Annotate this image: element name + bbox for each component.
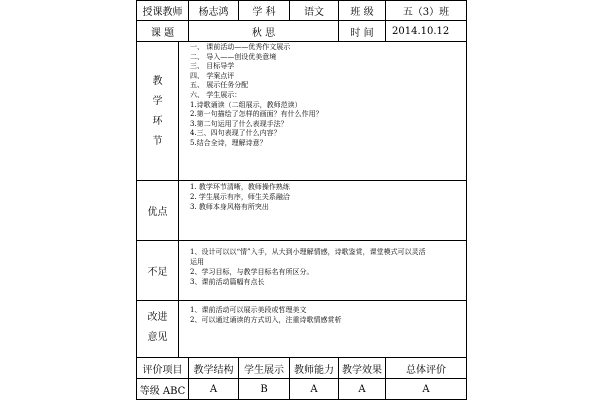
evaluation-column: 教学效果 <box>342 364 382 376</box>
grade-value: B <box>260 383 268 395</box>
list-item: 4.三、四句表现了什么内容？ <box>190 129 281 138</box>
class-value: 五（3）班 <box>402 7 450 18</box>
label-char: 节 <box>152 136 163 147</box>
list-item: 五、 展示任务分配 <box>190 81 249 90</box>
list-item: 1、课前活动可以展示美段或哲理美文 <box>190 306 307 314</box>
teacher-label: 授课教师 <box>142 7 183 18</box>
list-item: 四、 学案点评 <box>190 71 235 80</box>
grid-line <box>466 0 467 400</box>
list-item: 2.第一句描绘了怎样的画面？有什么作用？ <box>190 110 323 119</box>
strengths-list <box>190 182 290 212</box>
evaluation-column: 教师能力 <box>294 364 334 376</box>
list-item: 1. 教学环节清晰，教师操作熟练 <box>190 183 290 191</box>
list-item: 运用 <box>190 258 204 266</box>
time-label: 时 间 <box>350 27 374 39</box>
evaluation-column: 教学结构 <box>193 364 234 376</box>
teacher-name: 杨志鸿 <box>198 7 229 18</box>
list-item: 2、学习目标，与教学目标名有所区分。 <box>190 268 314 276</box>
list-item: 3. 教师本身风格有所突出 <box>190 203 269 211</box>
improvements-list <box>190 305 341 325</box>
subject-label: 学 科 <box>252 7 276 18</box>
list-item: 六、 学生展示： <box>190 90 242 99</box>
grade-value: A <box>310 383 318 395</box>
list-item: 二、 导入——创设优美意境 <box>190 52 277 61</box>
evaluation-row-label: 评价项目 <box>142 364 183 376</box>
improvements-label <box>137 308 178 348</box>
grid-line <box>136 180 467 181</box>
list-item: 5.结合全诗，理解诗意？ <box>190 138 267 147</box>
class-label: 班 级 <box>350 7 374 18</box>
list-item: 2、可以通过诵读的方式切入，注重诗歌情感赏析 <box>190 316 342 324</box>
list-item: 3.第二句运用了什么表现手法？ <box>190 119 288 128</box>
label-char: 教 <box>152 76 163 87</box>
list-item: 1.诗歌诵读（二组展示，教师范读） <box>190 100 302 109</box>
label-line: 改进 <box>147 312 168 323</box>
list-item: 3、课前活动篇幅有点长 <box>190 278 265 286</box>
grade-row-label: 等级 ABC <box>139 385 186 397</box>
list-item: 一、 课前活动——优秀作文展示 <box>190 43 291 51</box>
teaching-section-label <box>137 72 178 152</box>
grade-value: A <box>422 383 430 395</box>
time-value: 2014.10.12 <box>392 25 450 37</box>
subject-value: 语文 <box>304 7 324 18</box>
grade-value: A <box>209 383 218 395</box>
list-item: 2. 学生展示有序，师生关系融洽 <box>190 193 290 201</box>
weaknesses-list <box>190 247 426 287</box>
evaluation-column: 总体评价 <box>406 364 446 376</box>
evaluation-column: 学生展示 <box>244 364 284 376</box>
label-line: 意见 <box>147 332 168 343</box>
grade-value: A <box>358 383 366 395</box>
list-item: 1、设计可以以“情”入手，从大到小理解情感，诗歌鉴赏，课堂模式可以灵活 <box>190 248 426 256</box>
grid-line <box>136 240 467 241</box>
label-char: 环 <box>152 116 163 127</box>
teaching-steps-list <box>190 43 323 149</box>
strengths-label: 优点 <box>147 207 168 218</box>
grid-line <box>136 41 467 42</box>
grid-line <box>136 300 467 301</box>
weaknesses-label: 不足 <box>147 267 168 278</box>
list-item: 三、 目标导学 <box>190 62 235 71</box>
label-char: 学 <box>152 96 163 107</box>
grid-line <box>178 41 179 357</box>
topic-label: 课 题 <box>150 27 175 39</box>
topic-value: 秋 思 <box>251 27 276 39</box>
